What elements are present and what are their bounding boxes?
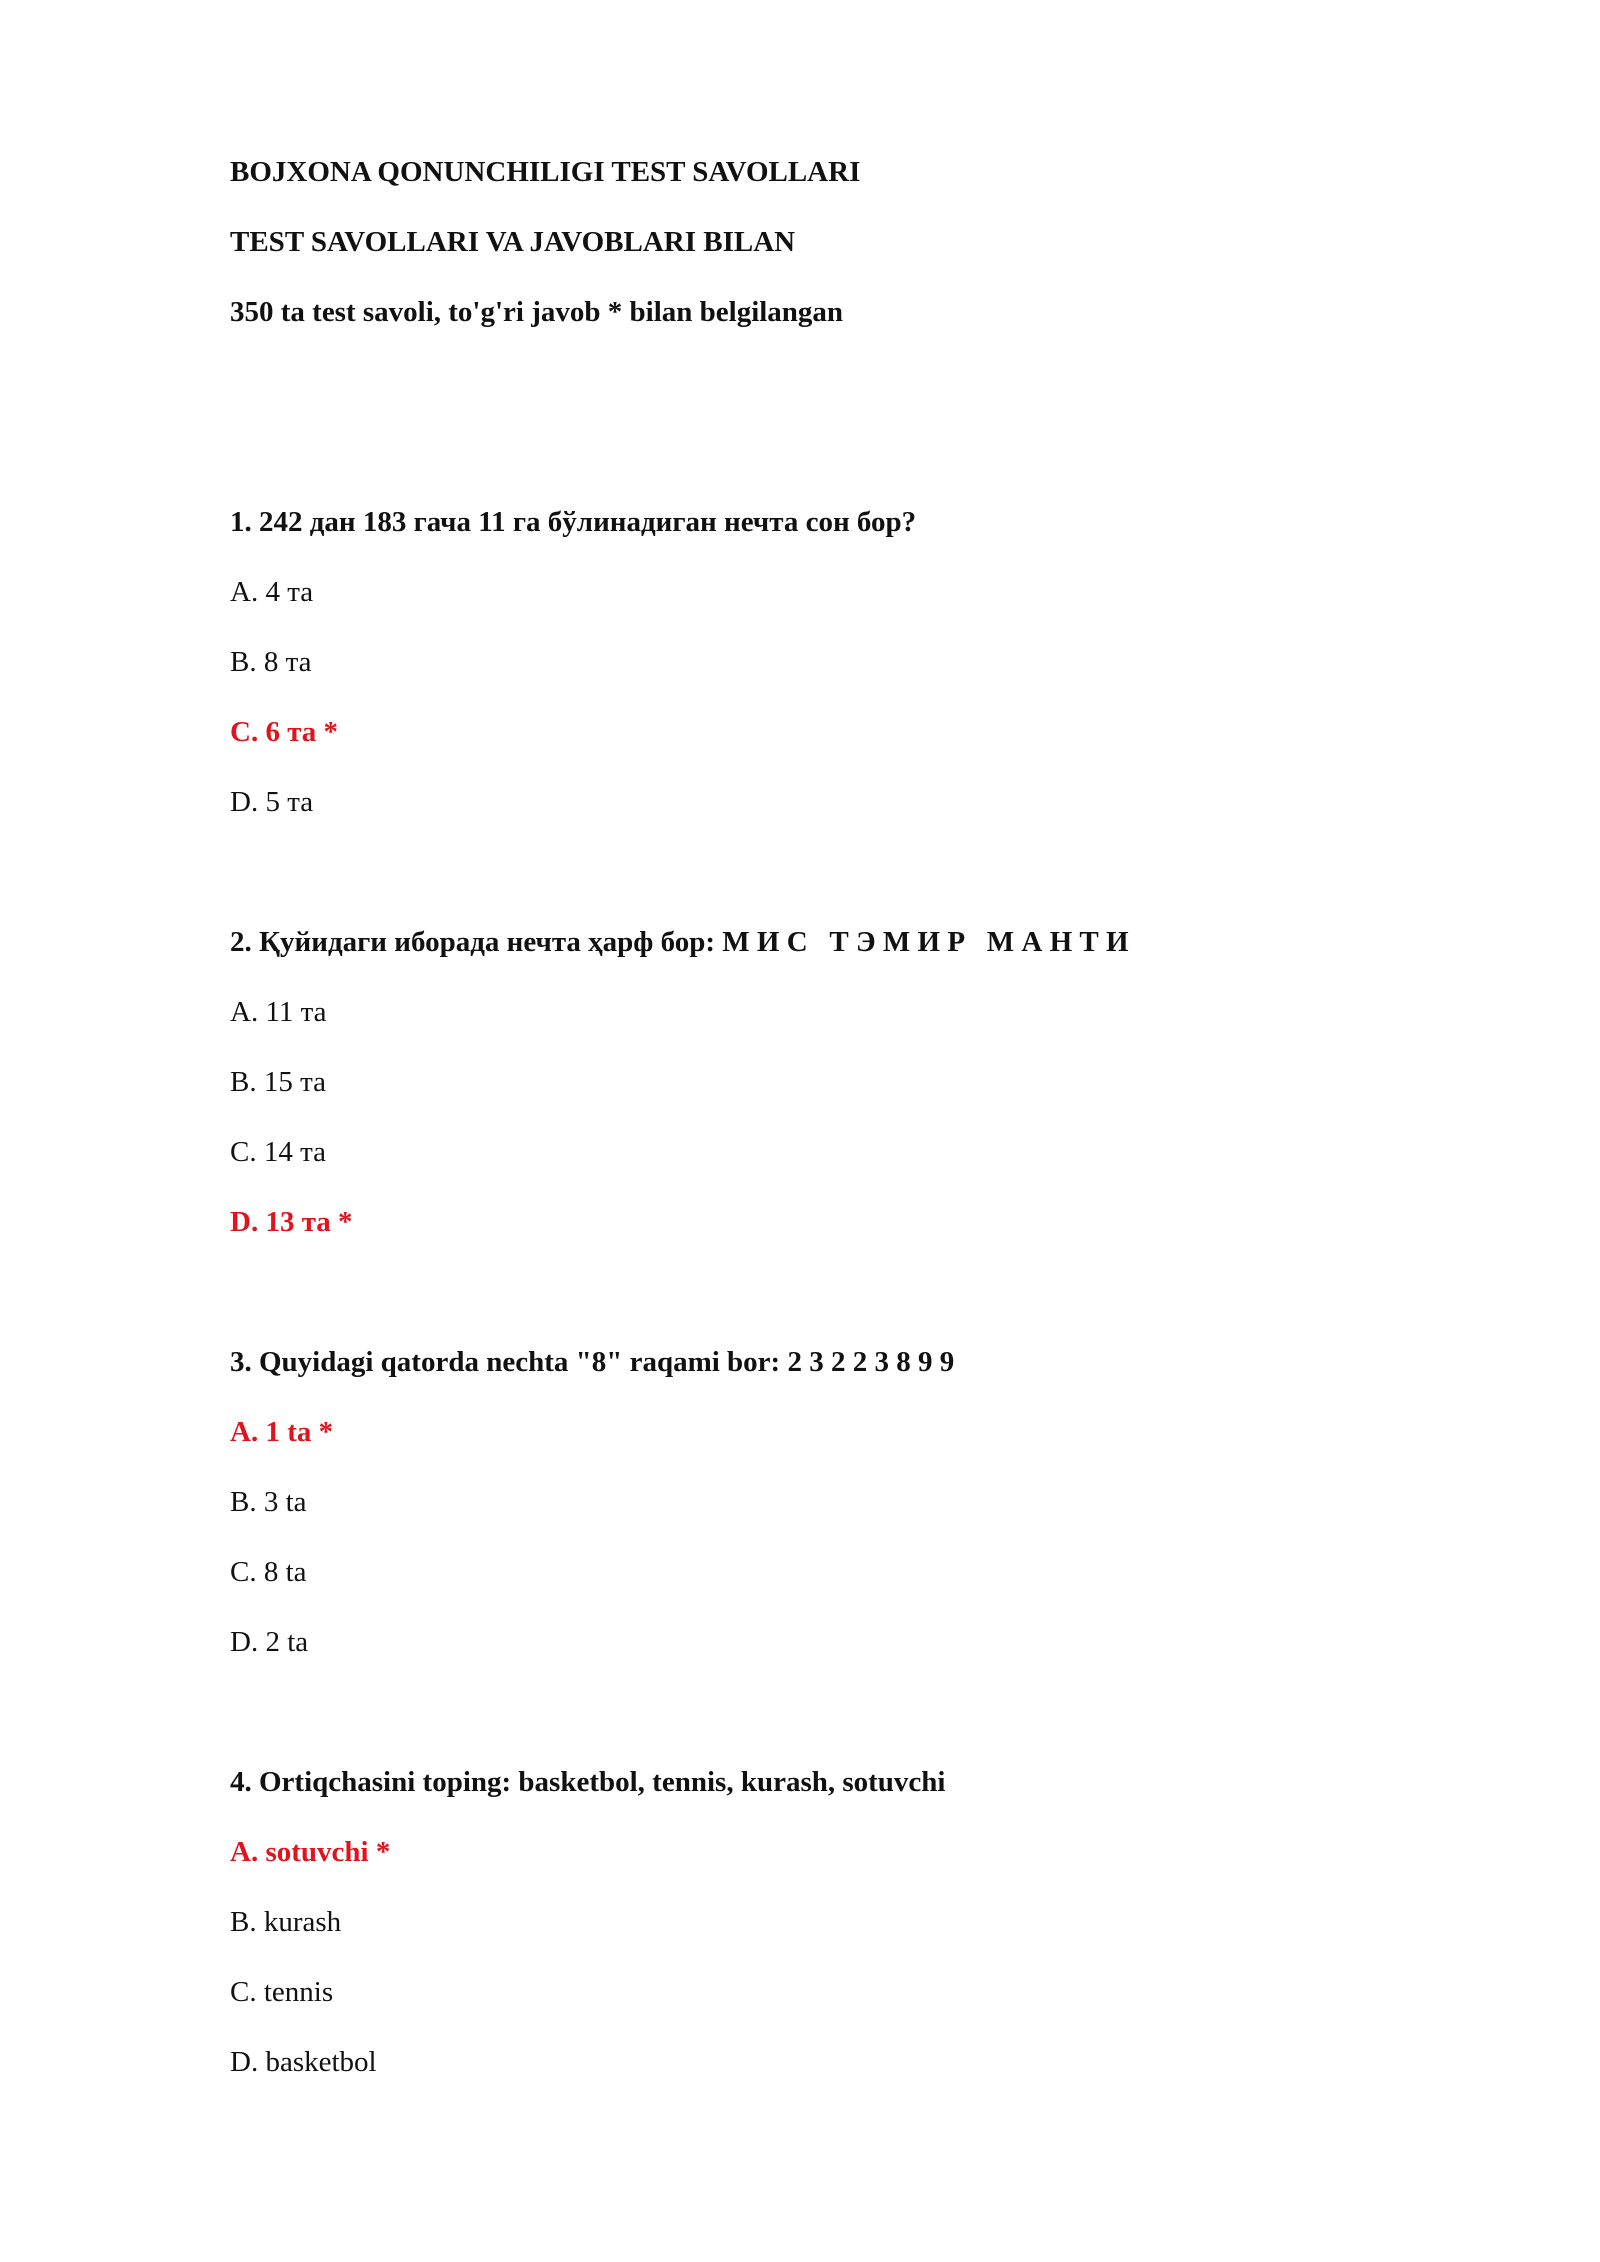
- question-1-option-c: C. 6 та *: [230, 716, 339, 748]
- question-4-option-d: D. basketbol: [230, 2046, 377, 2078]
- question-3: 3. Quyidagi qatorda nechta "8" raqami bor: 2 3 2 2 3 8 9 9: [230, 1346, 955, 1378]
- question-4-option-a: A. sotuvchi *: [230, 1836, 391, 1868]
- question-3-option-c: C. 8 ta: [230, 1556, 307, 1588]
- question-2-option-c: C. 14 та: [230, 1136, 326, 1168]
- question-3-option-d: D. 2 ta: [230, 1626, 309, 1658]
- question-2-option-a: A. 11 та: [230, 996, 327, 1028]
- question-3-option-a: A. 1 ta *: [230, 1416, 334, 1448]
- question-4-option-b: B. kurash: [230, 1906, 342, 1938]
- question-1-option-a: A. 4 та: [230, 576, 314, 608]
- question-1-option-b: B. 8 та: [230, 646, 312, 678]
- question-3-option-b: B. 3 ta: [230, 1486, 307, 1518]
- question-4-option-c: C. tennis: [230, 1976, 334, 2008]
- question-2: 2. Қуйидаги иборада нечта ҳарф бор: М И С Т Э М И Р М А Н Т И: [230, 926, 1129, 958]
- document-subtitle: TEST SAVOLLARI VA JAVOBLARI BILAN: [230, 226, 796, 258]
- question-2-option-d: D. 13 та *: [230, 1206, 353, 1238]
- document-title: BOJXONA QONUNCHILIGI TEST SAVOLLARI: [230, 156, 861, 188]
- question-2-option-b: B. 15 та: [230, 1066, 326, 1098]
- document-note: 350 ta test savoli, to'g'ri javob * bilan belgilangan: [230, 296, 844, 328]
- question-4: 4. Ortiqchasini toping: basketbol, tennis, kurash, sotuvchi: [230, 1766, 946, 1798]
- question-1: 1. 242 дан 183 гача 11 га бўлинадиган нечта сон бор?: [230, 506, 917, 538]
- question-1-option-d: D. 5 та: [230, 786, 314, 818]
